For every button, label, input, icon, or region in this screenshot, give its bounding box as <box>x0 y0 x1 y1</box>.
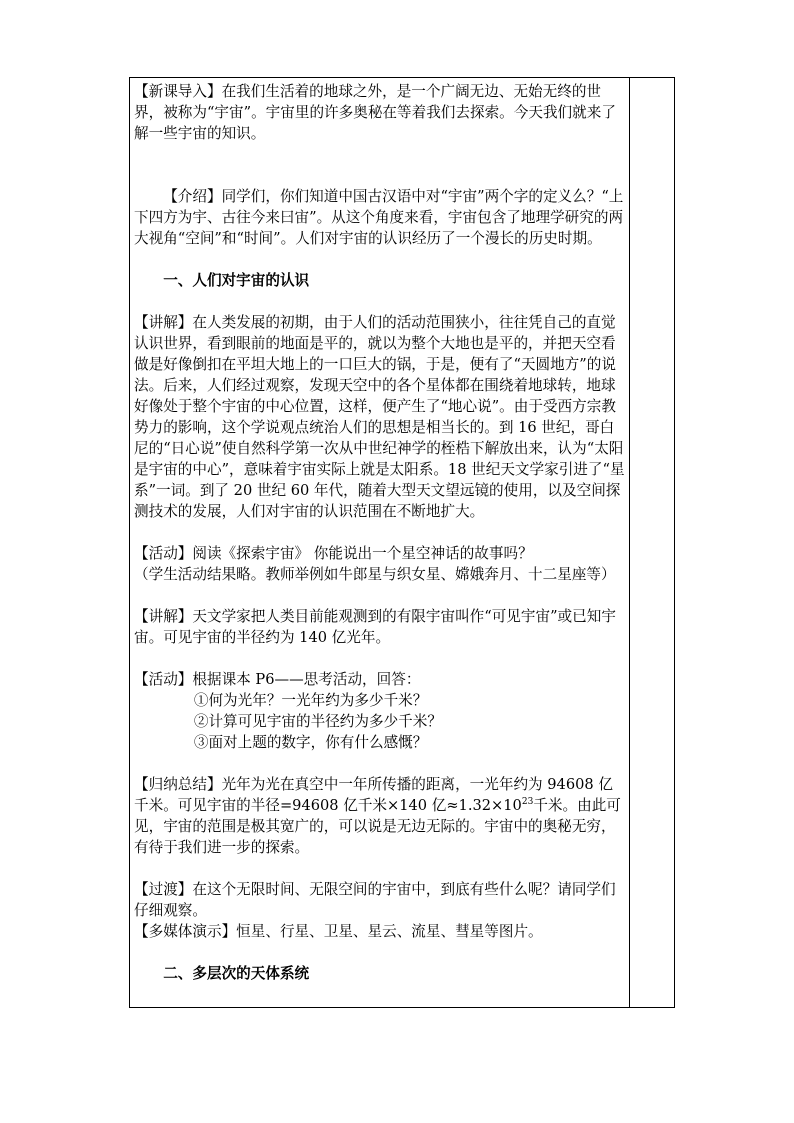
table-column-divider <box>629 77 630 1008</box>
activity-1-prompt: 【活动】阅读《探索宇宙》 你能说出一个星空神话的故事吗？ <box>134 545 533 562</box>
explain-paragraph-1: 【讲解】在人类发展的初期，由于人们的活动范围狭小，往往凭自己的直觉认识世界，看到眼前的地面是平的，就以为整个大地也是平的，并把天空看做是好像倒扣在平坦大地上的一口巨大的锅，于是，便有了“天圆地方”的说法。后来，人们经过观察，发现天空中的各个星体都在围绕着地球转，地球好像处于整个宇宙的中心位置，这样，便产生了“地心说”。由于受西方宗教势力的影响，这个学说观点统治人们的思想是相当长的。到 16 世纪，哥白尼的“日心说”使自然科学第一次从中世纪神学的桎梏下解放出来，认为“太阳是宇宙的中心”，意味着宇宙实际上就是太阳系。18 世纪天文学家引进了“星系”一词。到了 20 世纪 60 年代，随着大型天文望远镜的使用，以及空间探测技术的发展，人们对宇宙的认识范围在不断地扩大。 <box>134 314 625 520</box>
activity-1-note: （学生活动结果略。教师举例如牛郎星与织女星、嫦娥奔月、十二星座等） <box>134 566 616 583</box>
summary-paragraph <box>134 774 625 858</box>
activity-2-question: ③面对上题的数字，你有什么感慨？ <box>193 734 428 751</box>
summary-text-part2: 千米。由此可见，宇宙的范围是极其宽广的，可以说是无边无际的。宇宙中的奥秘无穷，有待于我们进一步的探索。 <box>134 797 621 856</box>
transition-paragraph: 【过渡】在这个无限时间、无限空间的宇宙中，到底有些什么呢？请同学们仔细观察。 <box>134 881 616 919</box>
summary-exponent: 23 <box>521 797 534 807</box>
lesson-content-cell <box>134 81 625 984</box>
heading-cosmos-understanding: 一、人们对宇宙的认识 <box>163 272 310 289</box>
multimedia-paragraph: 【多媒体演示】恒星、行星、卫星、星云、流星、彗星等图片。 <box>134 923 543 940</box>
activity-2-question: ①何为光年？一光年约为多少千米？ <box>193 692 428 709</box>
summary-text-part1: 【归纳总结】光年为光在真空中一年所传播的距离，一光年约为 94608 亿千米。可见宇宙的半径=94608 亿千米×140 亿≈1.32×10 <box>134 776 613 814</box>
introduce-paragraph: 【介绍】同学们，你们知道中国古汉语中对“宇宙”两个字的定义么？“上下四方为宇、古往今来曰宙”。从这个角度来看，宇宙包含了地理学研究的两大视角“空间”和“时间”。人们对宇宙的认识经历了一个漫长的历史时期。 <box>134 188 624 247</box>
explain-paragraph-2: 【讲解】天文学家把人类目前能观测到的有限宇宙叫作“可见宇宙”或已知宇宙。可见宇宙的半径约为 140 亿光年。 <box>134 608 616 646</box>
intro-paragraph: 【新课导入】在我们生活着的地球之外，是一个广阔无边、无始无终的世界，被称为“宇宙”。宇宙里的许多奥秘在等着我们去探索。今天我们就来了解一些宇宙的知识。 <box>134 83 616 142</box>
activity-2-intro: 【活动】根据课本 P6——思考活动，回答： <box>134 671 421 688</box>
activity-2-question: ②计算可见宇宙的半径约为多少千米？ <box>193 713 442 730</box>
heading-celestial-system: 二、多层次的天体系统 <box>163 965 310 982</box>
